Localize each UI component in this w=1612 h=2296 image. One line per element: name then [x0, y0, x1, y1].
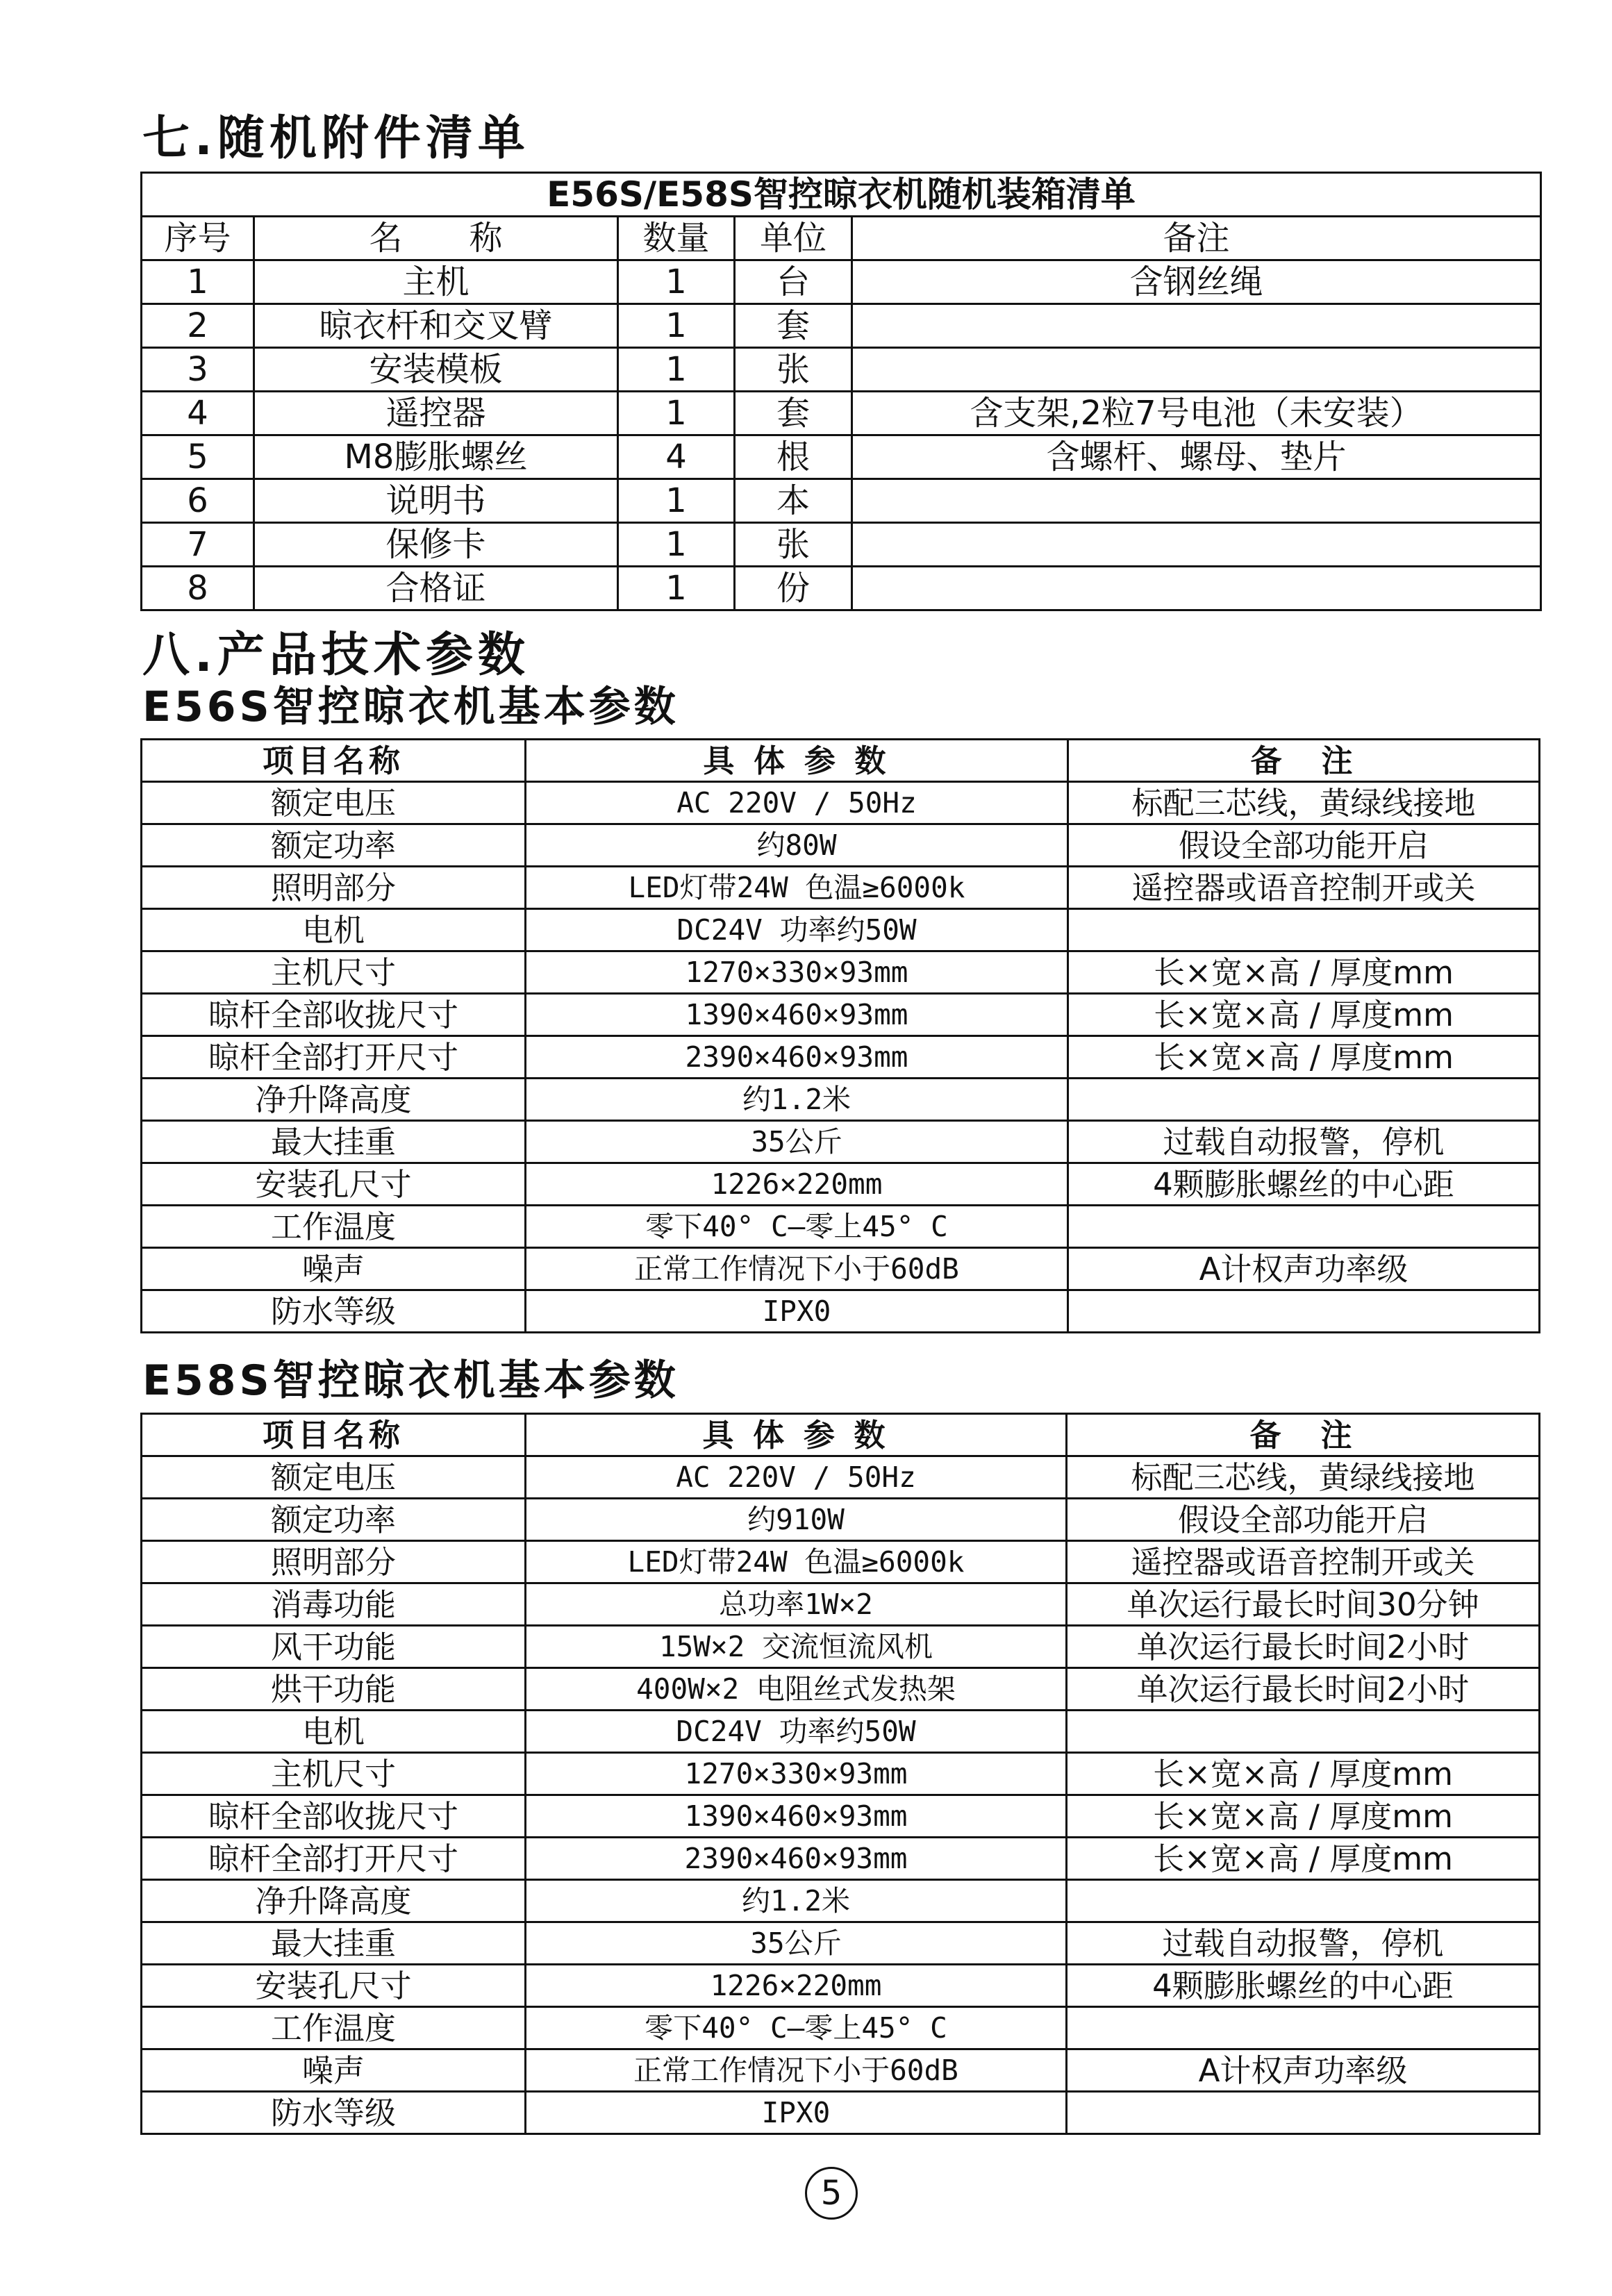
- table-row: [142, 304, 1541, 348]
- table-cell: AC 220V / 50Hz: [526, 782, 1068, 824]
- table-cell: [852, 567, 1541, 610]
- table-cell: AC 220V / 50Hz: [526, 1456, 1067, 1499]
- table-cell: 15W×2 交流恒流风机: [526, 1626, 1067, 1668]
- table-cell: 合格证: [254, 567, 618, 610]
- table-row: [142, 1079, 1540, 1121]
- table-cell: 过载自动报警，停机: [1067, 1922, 1540, 1965]
- table-cell: LED灯带24W 色温≥6000k: [526, 867, 1068, 909]
- e56s-spec-table: [140, 738, 1540, 1333]
- section-7-title: 七.随机附件清单: [142, 111, 530, 166]
- table-row: [142, 1499, 1540, 1541]
- table-cell: [852, 348, 1541, 392]
- table-cell: 1: [618, 523, 735, 567]
- table-row: [142, 567, 1541, 610]
- table-row: [142, 951, 1540, 994]
- table-cell: 2: [142, 304, 254, 348]
- table-cell: 3: [142, 348, 254, 392]
- e56s-spec-body: [142, 782, 1540, 1333]
- table-cell: 1390×460×93mm: [526, 1795, 1067, 1838]
- table-cell: 1226×220mm: [526, 1163, 1068, 1206]
- table-cell: 1: [618, 304, 735, 348]
- table-cell: 标配三芯线，黄绿线接地: [1068, 782, 1540, 824]
- table-cell: 额定功率: [142, 1499, 526, 1541]
- page-number: 5: [805, 2167, 858, 2220]
- table-cell: 1226×220mm: [526, 1965, 1067, 2007]
- spec-header-row: [142, 1414, 1540, 1456]
- column-header: 名 称: [254, 217, 618, 260]
- table-cell: 噪声: [142, 2049, 526, 2092]
- table-cell: A计权声功率级: [1068, 1248, 1540, 1290]
- packing-list-caption: E56S/E58S智控晾衣机随机装箱清单: [142, 173, 1541, 217]
- table-cell: A计权声功率级: [1067, 2049, 1540, 2092]
- table-cell: 2390×460×93mm: [526, 1838, 1067, 1880]
- table-cell: 4颗膨胀螺丝的中心距: [1068, 1163, 1540, 1206]
- table-cell: M8膨胀螺丝: [254, 435, 618, 479]
- table-row: [142, 782, 1540, 824]
- table-cell: 35公斤: [526, 1121, 1068, 1163]
- table-row: [142, 1711, 1540, 1753]
- table-cell: DC24V 功率约50W: [526, 1711, 1067, 1753]
- e58s-spec-body: [142, 1456, 1540, 2134]
- table-cell: 含钢丝绳: [852, 260, 1541, 304]
- table-cell: 晾杆全部打开尺寸: [142, 1036, 526, 1079]
- table-cell: [1067, 1711, 1540, 1753]
- table-cell: 1: [618, 260, 735, 304]
- table-row: [142, 1206, 1540, 1248]
- table-cell: 标配三芯线，黄绿线接地: [1067, 1456, 1540, 1499]
- table-cell: 说明书: [254, 479, 618, 523]
- table-cell: [1067, 1880, 1540, 1922]
- column-header: 备 注: [1068, 740, 1540, 782]
- table-cell: [852, 523, 1541, 567]
- table-cell: 主机尺寸: [142, 951, 526, 994]
- spec-header-row: [142, 740, 1540, 782]
- column-header: 具 体 参 数: [526, 740, 1068, 782]
- table-cell: 张: [735, 523, 852, 567]
- table-row: [142, 435, 1541, 479]
- table-cell: 长×宽×高 / 厚度mm: [1067, 1753, 1540, 1795]
- table-row: [142, 260, 1541, 304]
- table-cell: 含螺杆、螺母、垫片: [852, 435, 1541, 479]
- table-cell: 长×宽×高 / 厚度mm: [1067, 1838, 1540, 1880]
- table-cell: 风干功能: [142, 1626, 526, 1668]
- table-cell: 正常工作情况下小于60dB: [526, 1248, 1068, 1290]
- table-cell: 2390×460×93mm: [526, 1036, 1068, 1079]
- table-cell: 4颗膨胀螺丝的中心距: [1067, 1965, 1540, 2007]
- column-header: 项目名称: [142, 740, 526, 782]
- table-cell: 保修卡: [254, 523, 618, 567]
- table-cell: 假设全部功能开启: [1067, 1499, 1540, 1541]
- table-cell: 噪声: [142, 1248, 526, 1290]
- table-cell: 安装孔尺寸: [142, 1965, 526, 2007]
- table-cell: 晾杆全部收拢尺寸: [142, 994, 526, 1036]
- table-cell: 晾杆全部收拢尺寸: [142, 1795, 526, 1838]
- table-cell: 35公斤: [526, 1922, 1067, 1965]
- table-cell: 最大挂重: [142, 1922, 526, 1965]
- table-cell: 遥控器: [254, 392, 618, 435]
- table-cell: 单次运行最长时间2小时: [1067, 1668, 1540, 1711]
- table-cell: 1: [142, 260, 254, 304]
- table-row: [142, 2007, 1540, 2049]
- table-row: [142, 1583, 1540, 1626]
- table-cell: 额定电压: [142, 782, 526, 824]
- table-cell: 约1.2米: [526, 1880, 1067, 1922]
- table-cell: [1067, 2007, 1540, 2049]
- table-cell: 遥控器或语音控制开或关: [1068, 867, 1540, 909]
- table-row: [142, 2049, 1540, 2092]
- table-cell: 单次运行最长时间30分钟: [1067, 1583, 1540, 1626]
- table-cell: 1270×330×93mm: [526, 951, 1068, 994]
- table-row: [142, 867, 1540, 909]
- table-cell: 1390×460×93mm: [526, 994, 1068, 1036]
- table-cell: 约910W: [526, 1499, 1067, 1541]
- table-cell: LED灯带24W 色温≥6000k: [526, 1541, 1067, 1583]
- table-cell: 照明部分: [142, 867, 526, 909]
- table-cell: 长×宽×高 / 厚度mm: [1067, 1795, 1540, 1838]
- table-row: [142, 1456, 1540, 1499]
- table-cell: 净升降高度: [142, 1880, 526, 1922]
- table-cell: 电机: [142, 1711, 526, 1753]
- table-cell: 约80W: [526, 824, 1068, 867]
- table-row: [142, 2092, 1540, 2134]
- table-cell: 400W×2 电阻丝式发热架: [526, 1668, 1067, 1711]
- table-cell: 零下40° C—零上45° C: [526, 2007, 1067, 2049]
- table-cell: 含支架,2粒7号电池（未安装）: [852, 392, 1541, 435]
- table-row: [142, 1290, 1540, 1333]
- table-cell: 主机尺寸: [142, 1753, 526, 1795]
- table-cell: 台: [735, 260, 852, 304]
- column-header: 项目名称: [142, 1414, 526, 1456]
- table-row: [142, 1838, 1540, 1880]
- column-header: 单位: [735, 217, 852, 260]
- table-cell: 长×宽×高 / 厚度mm: [1068, 951, 1540, 994]
- table-cell: 工作温度: [142, 2007, 526, 2049]
- table-cell: [852, 304, 1541, 348]
- table-row: [142, 1163, 1540, 1206]
- packing-list-header-row: [142, 217, 1541, 260]
- packing-list-caption-row: [142, 173, 1541, 217]
- table-cell: 过载自动报警，停机: [1068, 1121, 1540, 1163]
- table-cell: 4: [618, 435, 735, 479]
- table-cell: 张: [735, 348, 852, 392]
- table-cell: 照明部分: [142, 1541, 526, 1583]
- section-8-title: 八.产品技术参数: [142, 628, 530, 683]
- table-cell: 额定功率: [142, 824, 526, 867]
- packing-list-body: [142, 260, 1541, 610]
- table-row: [142, 1753, 1540, 1795]
- table-cell: 最大挂重: [142, 1121, 526, 1163]
- e56s-spec-title: E56S智控晾衣机基本参数: [142, 683, 679, 731]
- table-cell: 电机: [142, 909, 526, 951]
- table-row: [142, 1541, 1540, 1583]
- table-cell: 1: [618, 392, 735, 435]
- column-header: 备注: [852, 217, 1541, 260]
- table-cell: 正常工作情况下小于60dB: [526, 2049, 1067, 2092]
- table-cell: 晾衣杆和交叉臂: [254, 304, 618, 348]
- table-cell: IPX0: [526, 2092, 1067, 2134]
- table-row: [142, 1965, 1540, 2007]
- table-cell: 份: [735, 567, 852, 610]
- table-row: [142, 392, 1541, 435]
- table-cell: 安装模板: [254, 348, 618, 392]
- table-cell: 套: [735, 304, 852, 348]
- table-cell: 1: [618, 479, 735, 523]
- table-cell: 主机: [254, 260, 618, 304]
- table-cell: 晾杆全部打开尺寸: [142, 1838, 526, 1880]
- table-row: [142, 1121, 1540, 1163]
- table-cell: [1068, 1290, 1540, 1333]
- table-cell: [1068, 1206, 1540, 1248]
- table-cell: 1: [618, 567, 735, 610]
- table-row: [142, 1880, 1540, 1922]
- table-row: [142, 1795, 1540, 1838]
- table-row: [142, 1036, 1540, 1079]
- table-row: [142, 479, 1541, 523]
- table-row: [142, 994, 1540, 1036]
- table-cell: 烘干功能: [142, 1668, 526, 1711]
- table-cell: 额定电压: [142, 1456, 526, 1499]
- table-cell: 8: [142, 567, 254, 610]
- table-cell: IPX0: [526, 1290, 1068, 1333]
- packing-list-table: [140, 172, 1542, 611]
- column-header: 序号: [142, 217, 254, 260]
- table-cell: 单次运行最长时间2小时: [1067, 1626, 1540, 1668]
- table-cell: 总功率1W×2: [526, 1583, 1067, 1626]
- table-cell: 1270×330×93mm: [526, 1753, 1067, 1795]
- table-cell: 遥控器或语音控制开或关: [1067, 1541, 1540, 1583]
- e58s-spec-title: E58S智控晾衣机基本参数: [142, 1356, 679, 1405]
- column-header: 具 体 参 数: [526, 1414, 1067, 1456]
- table-cell: DC24V 功率约50W: [526, 909, 1068, 951]
- e58s-spec-table: [140, 1413, 1540, 2135]
- table-cell: [1067, 2092, 1540, 2134]
- table-cell: 安装孔尺寸: [142, 1163, 526, 1206]
- table-row: [142, 1668, 1540, 1711]
- table-cell: 防水等级: [142, 1290, 526, 1333]
- table-row: [142, 1922, 1540, 1965]
- table-row: [142, 348, 1541, 392]
- table-row: [142, 1626, 1540, 1668]
- table-cell: 长×宽×高 / 厚度mm: [1068, 994, 1540, 1036]
- table-cell: 净升降高度: [142, 1079, 526, 1121]
- table-cell: 6: [142, 479, 254, 523]
- table-cell: 7: [142, 523, 254, 567]
- table-row: [142, 909, 1540, 951]
- table-row: [142, 523, 1541, 567]
- table-cell: 工作温度: [142, 1206, 526, 1248]
- table-cell: [1068, 1079, 1540, 1121]
- table-row: [142, 824, 1540, 867]
- table-cell: 套: [735, 392, 852, 435]
- table-cell: 4: [142, 392, 254, 435]
- table-cell: 根: [735, 435, 852, 479]
- table-cell: 约1.2米: [526, 1079, 1068, 1121]
- column-header: 备 注: [1067, 1414, 1540, 1456]
- table-cell: 零下40° C—零上45° C: [526, 1206, 1068, 1248]
- table-cell: 防水等级: [142, 2092, 526, 2134]
- table-cell: [852, 479, 1541, 523]
- table-cell: 本: [735, 479, 852, 523]
- table-row: [142, 1248, 1540, 1290]
- table-cell: 5: [142, 435, 254, 479]
- column-header: 数量: [618, 217, 735, 260]
- table-cell: 1: [618, 348, 735, 392]
- table-cell: [1068, 909, 1540, 951]
- table-cell: 假设全部功能开启: [1068, 824, 1540, 867]
- table-cell: 消毒功能: [142, 1583, 526, 1626]
- table-cell: 长×宽×高 / 厚度mm: [1068, 1036, 1540, 1079]
